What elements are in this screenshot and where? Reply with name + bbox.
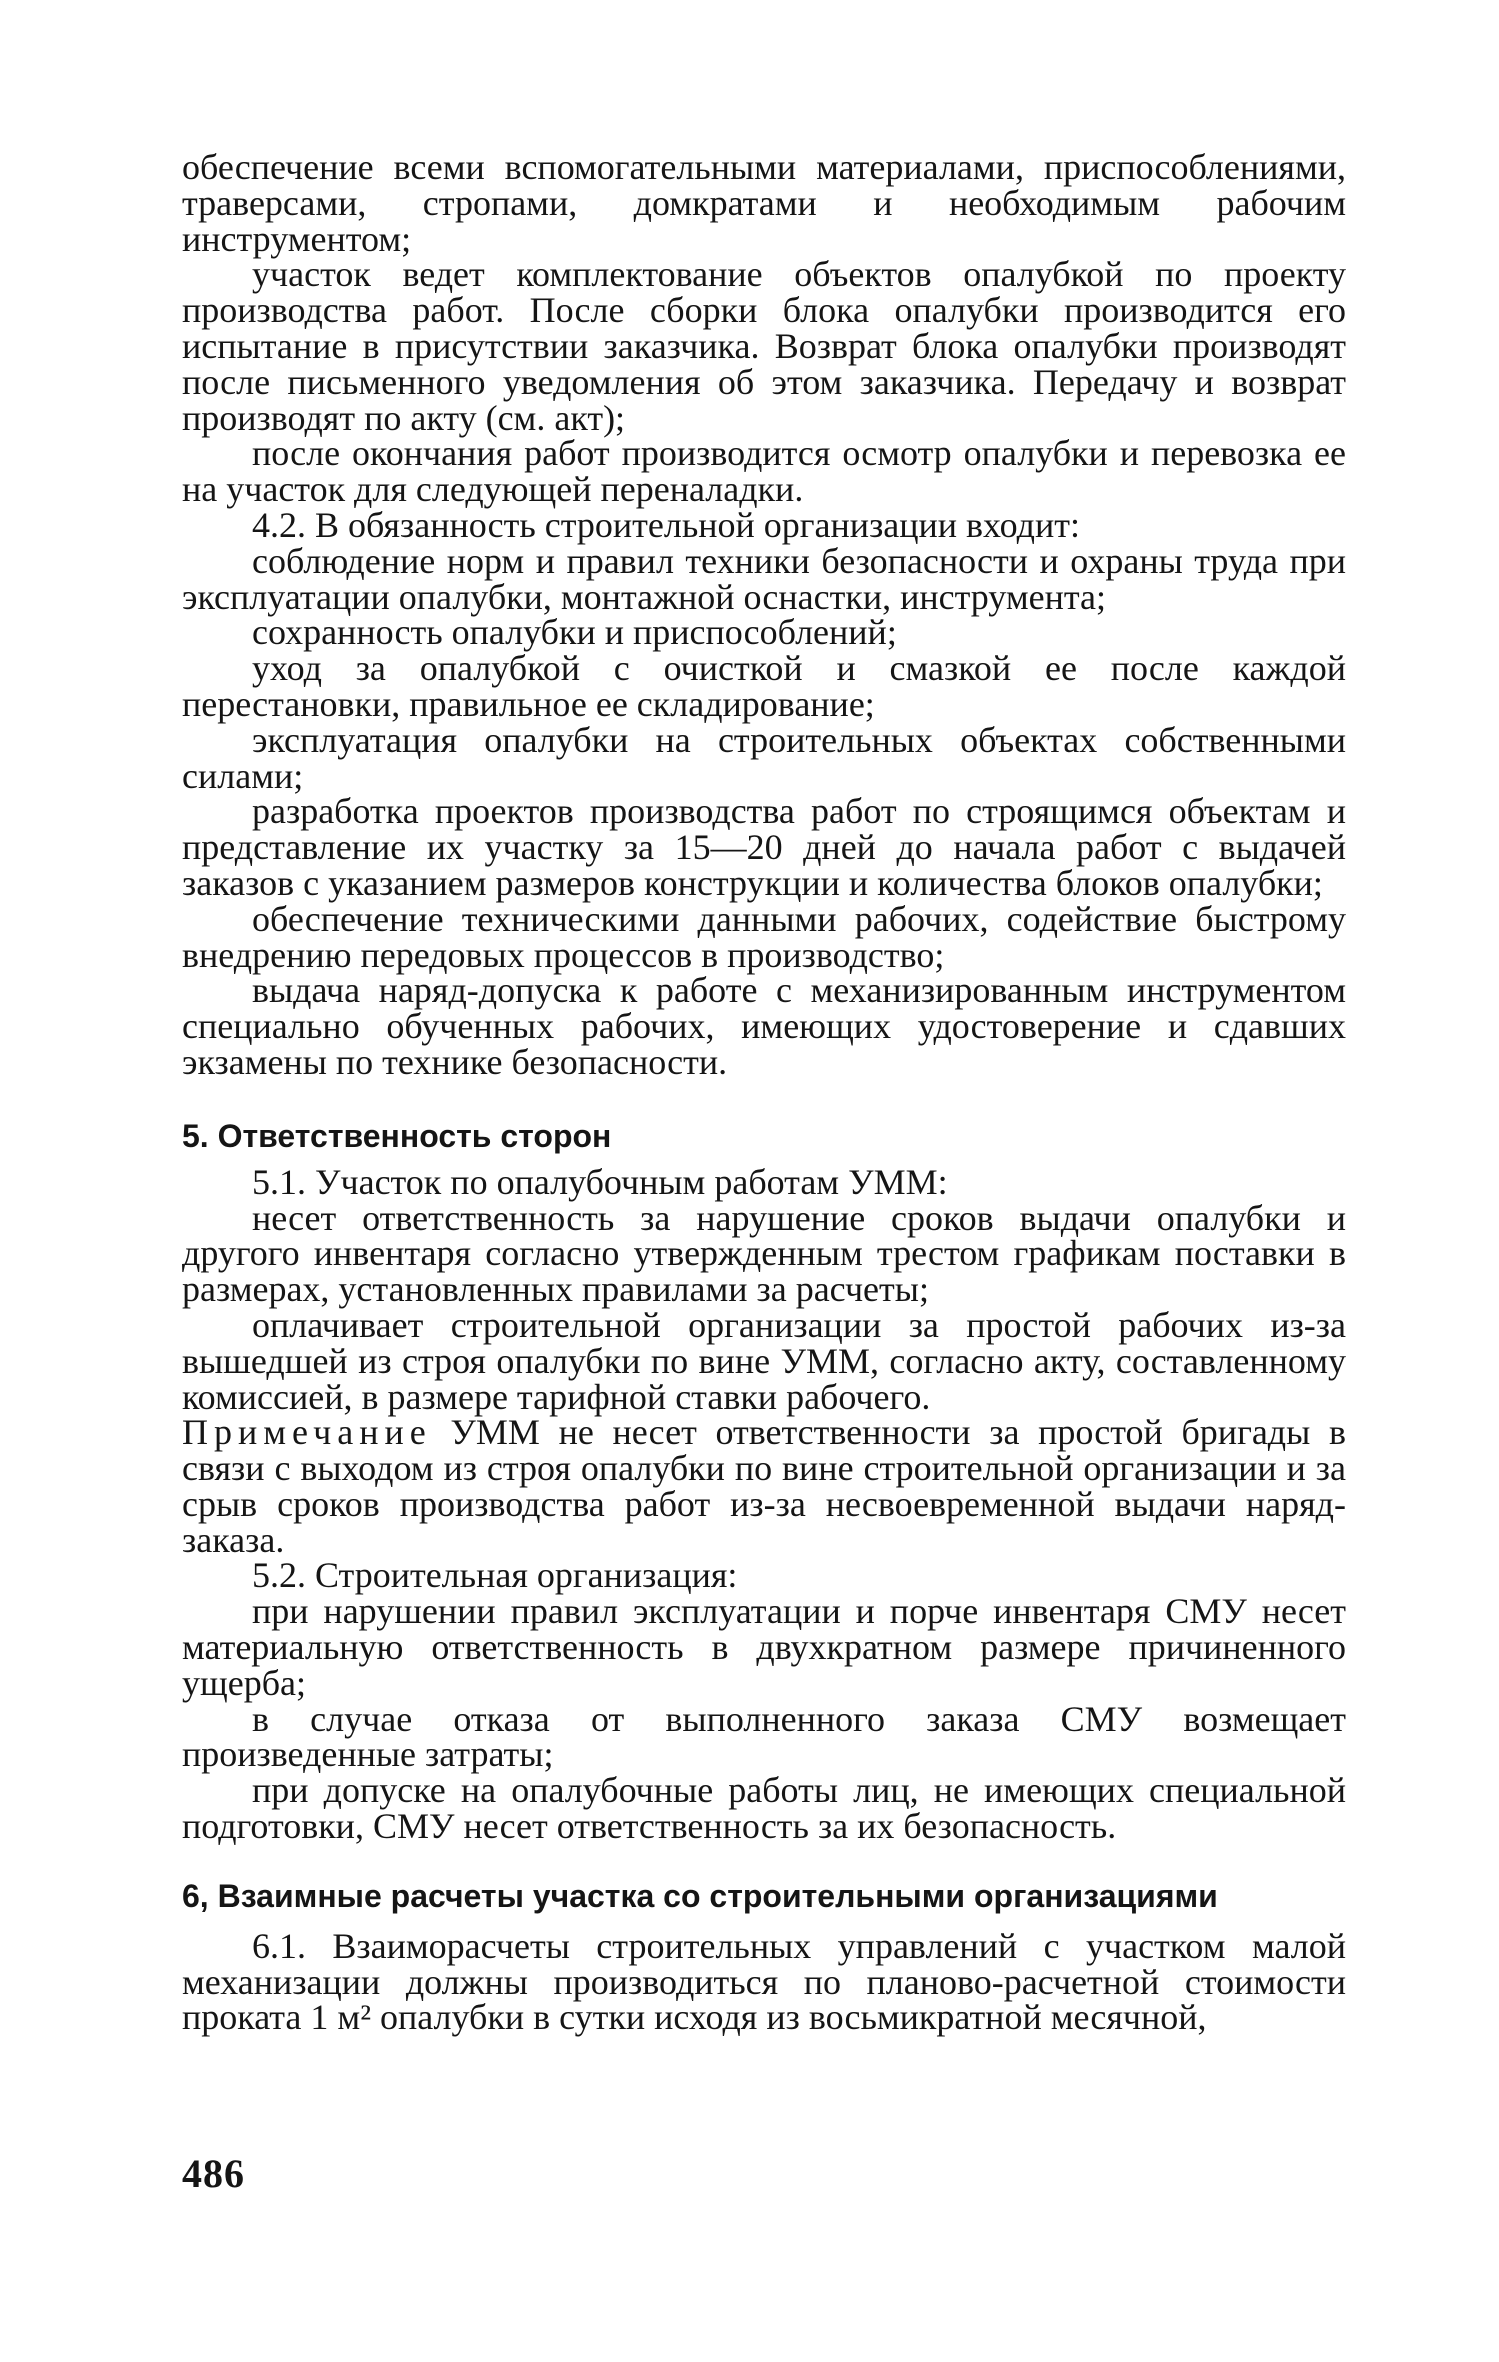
document-page — [182, 147, 1346, 2038]
note-label: Примечание — [182, 1412, 432, 1453]
clause-4-2-item: разработка проектов производства работ по строящимся объектам и представление их участку за 15—20 дней до начала работ с выдачей заказов с указанием размеров конструкции и количества блоков опалубки; — [182, 791, 1346, 903]
clause-4-2-item: выдача наряд-допуска к работе с механизированным инструментом специально обученных рабочих, имеющих удостоверение и сдавших экзамены по технике безопасности. — [182, 970, 1346, 1082]
clause-5-1-item: оплачивает строительной организации за простой рабочих из-за вышедшей из строя опалубки по вине УММ, согласно акту, составленному комиссией, в размере тарифной ставки рабочего. — [182, 1304, 1346, 1417]
paragraph-completion: участок ведет комплектование объектов опалубкой по проекту производства работ. После сборки блока опалубки производится его испытание в присутствии заказчика. Возврат блока опалубки производят после письменного уведомления об этом заказчика. Передачу и возврат производят по акту (см. акт); — [182, 254, 1346, 438]
paragraph-inspection: после окончания работ производится осмотр опалубки и перевозка ее на участок для следующей переналадки. — [182, 433, 1346, 510]
clause-5-2-item: при нарушении правил эксплуатации и порче инвентаря СМУ несет материальную ответственность в двухкратном размере причиненного ущерба; — [182, 1591, 1346, 1703]
section-6-heading: 6, Взаимные расчеты участка со строительными организациями — [182, 1877, 1218, 1914]
page-number: 486 — [182, 2151, 245, 2196]
paragraph-supply: обеспечение всеми вспомогательными материалами, приспособлениями, траверсами, стропами, домкратами и необходимым рабочим инструментом; — [182, 147, 1346, 259]
clause-5-2-item: в случае отказа от выполненного заказа СМУ возмещает произведенные затраты; — [182, 1698, 1346, 1775]
clause-5-2-item: при допуске на опалубочные работы лиц, не имеющих специальной подготовки, СМУ несет ответственность за их безопасность. — [182, 1770, 1346, 1847]
note-text: УММ не несет ответственности за простой бригады в связи с выходом из строя опалубки по вине строительной организации и за срыв сроков производства работ из-за несвоевременной выдачи наряд-заказа. — [182, 1412, 1346, 1560]
clause-4-2-item: соблюдение норм и правил техники безопасности и охраны труда при эксплуатации опалубки, монтажной оснастки, инструмента; — [182, 540, 1346, 617]
clause-4-2-item: уход за опалубкой с очисткой и смазкой ее после каждой перестановки, правильное ее складирование; — [182, 648, 1346, 724]
clause-6-1: 6.1. Взаиморасчеты строительных управлений с участком малой механизации должны производиться по планово-расчетной стоимости проката 1 м² опалубки в сутки исходя из восьмикратной месячной, — [182, 1925, 1346, 2038]
clause-4-2-item: эксплуатация опалубки на строительных объектах собственными силами; — [182, 719, 1346, 796]
clause-5-2-intro: 5.2. Строительная организация: — [252, 1555, 738, 1596]
note-paragraph — [182, 1412, 1346, 1560]
clause-4-2-item: обеспечение техническими данными рабочих, содействие быстрому внедрению передовых процессов в производство; — [182, 898, 1346, 975]
clause-4-2-item: сохранность опалубки и приспособлений; — [252, 612, 897, 653]
section-5-heading: 5. Ответственность сторон — [182, 1117, 612, 1154]
clause-4-2-intro: 4.2. В обязанность строительной организации входит: — [252, 504, 1080, 545]
clause-5-1-intro: 5.1. Участок по опалубочным работам УММ: — [252, 1161, 948, 1202]
clause-5-1-item: несет ответственность за нарушение сроков выдачи опалубки и другого инвентаря согласно утвержденным трестом графикам поставки в размерах, установленных правилами за расчеты; — [182, 1197, 1346, 1310]
